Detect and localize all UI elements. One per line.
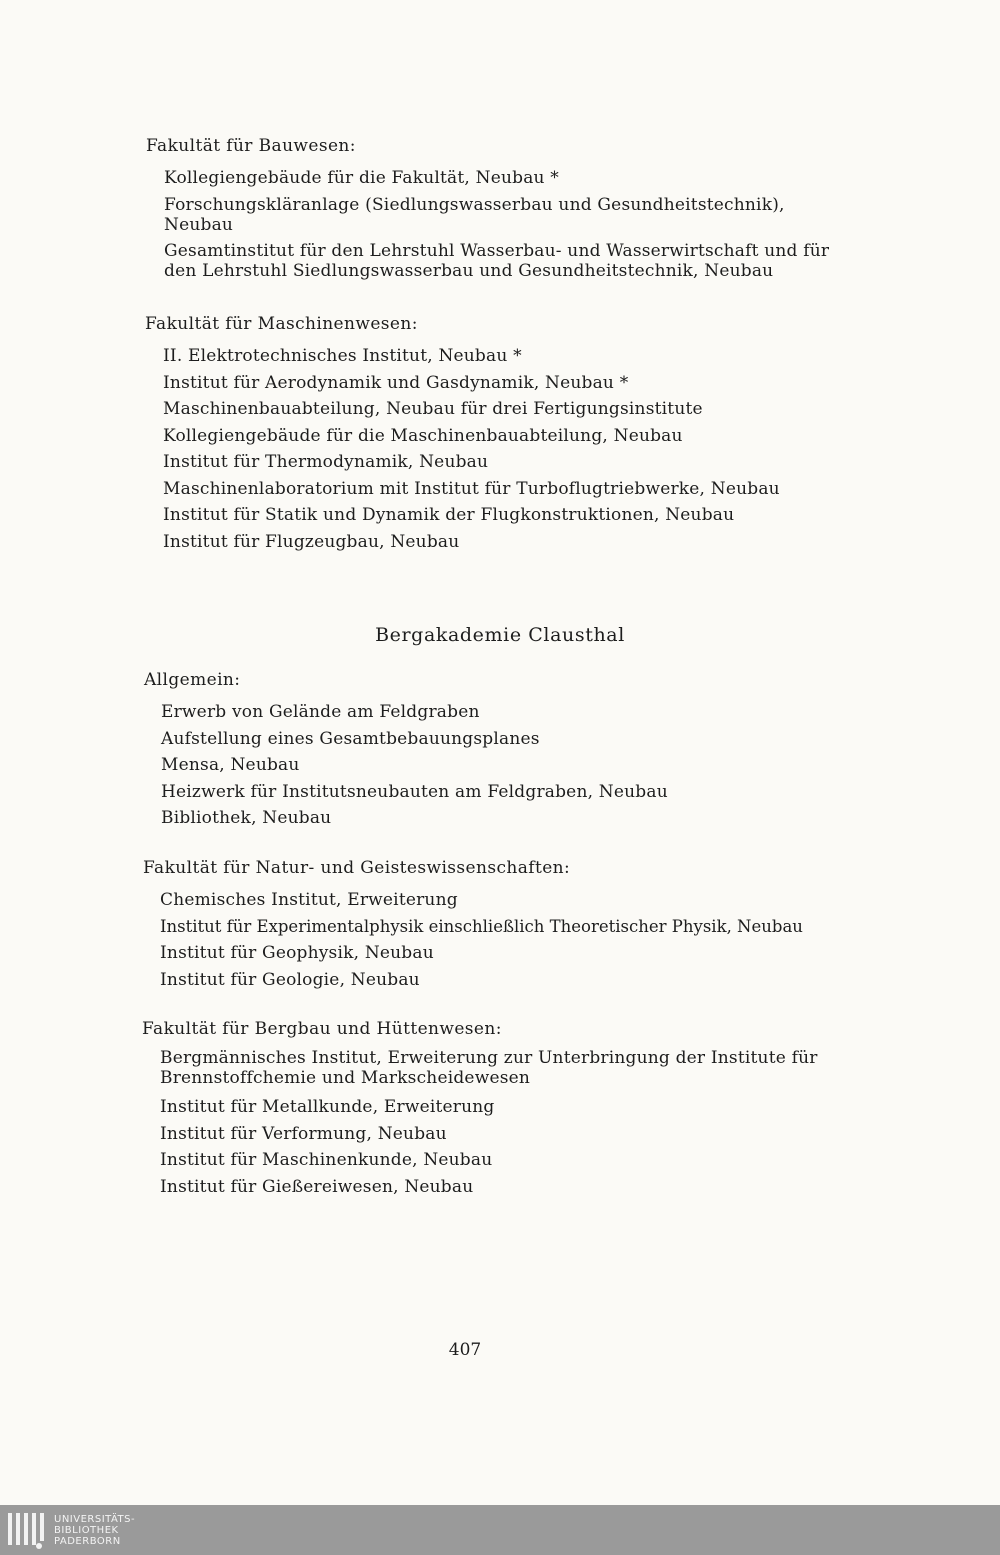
section-heading: Fakultät für Natur- und Geisteswissenschaften: [143,858,571,878]
section-bauwesen [0,133,1000,287]
section-maschinenwesen [0,311,1000,555]
list-item: II. Elektrotechnisches Institut, Neubau * [163,346,522,366]
section-heading: Allgemein: [144,670,241,690]
list-item: Institut für Thermodynamik, Neubau [163,452,489,472]
list-item: Heizwerk für Institutsneubauten am Feldgraben, Neubau [161,781,668,802]
logo-line: UNIVERSITÄTS- [54,1514,136,1525]
section-heading: Fakultät für Bergbau und Hüttenwesen: [142,1019,502,1039]
list-item: Institut für Geophysik, Neubau [160,943,434,963]
list-item: Maschinenbauabteilung, Neubau für drei Fertigungsinstitute [163,399,703,419]
list-item: Erwerb von Gelände am Feldgraben [161,702,480,722]
list-item: Gesamtinstitut für den Lehrstuhl Wasserbau- und Wasserwirtschaft und für den Lehrstuhl Siedlungswasserbau und Gesundheitstechnik, Neubau [164,240,830,281]
section-allgemein [0,667,1000,832]
list-item: Institut für Aerodynamik und Gasdynamik, Neubau * [163,372,629,393]
list-item: Institut für Experimentalphysik einschließlich Theoretischer Physik, Neubau [160,916,803,936]
institution-title: Bergakademie Clausthal [375,624,625,646]
list-item: Forschungskläranlage (Siedlungswasserbau und Gesundheitstechnik), Neubau [164,194,785,235]
list-item: Institut für Verformung, Neubau [160,1123,447,1144]
section-heading: Fakultät für Bauwesen: [146,136,356,156]
list-item: Bibliothek, Neubau [161,808,332,828]
list-item: Maschinenlaboratorium mit Institut für Turboflugtriebwerke, Neubau [163,478,780,499]
section-bergbau-huettenwesen [0,1016,1000,1200]
list-item: Institut für Metallkunde, Erweiterung [160,1097,495,1117]
logo-dot-icon [36,1543,42,1549]
list-item: Institut für Gießereiwesen, Neubau [160,1176,474,1197]
list-item: Institut für Maschinenkunde, Neubau [160,1150,493,1170]
list-item: Institut für Geologie, Neubau [160,969,420,990]
list-item: Chemisches Institut, Erweiterung [160,890,458,910]
list-item: Bergmännisches Institut, Erweiterung zur Unterbringung der Institute für Brennstoffchemie und Markscheidewesen [160,1048,818,1088]
list-item: Mensa, Neubau [161,755,300,775]
list-item: Institut für Flugzeugbau, Neubau [163,531,460,552]
list-item: Institut für Statik und Dynamik der Flugkonstruktionen, Neubau [163,505,735,525]
list-item: Kollegiengebäude für die Maschinenbauabteilung, Neubau [163,425,683,446]
list-item: Aufstellung eines Gesamtbebauungsplanes [161,728,540,749]
section-heading: Fakultät für Maschinenwesen: [145,314,418,334]
page-number: 407 [448,1340,482,1360]
section-natur-geisteswissenschaften [0,855,1000,993]
list-item: Kollegiengebäude für die Fakultät, Neubau * [164,168,559,188]
library-logo-text [54,1514,135,1547]
library-footer-banner [0,1505,1000,1555]
logo-line: BIBLIOTHEK [54,1525,119,1536]
logo-line: PADERBORN [54,1536,121,1547]
